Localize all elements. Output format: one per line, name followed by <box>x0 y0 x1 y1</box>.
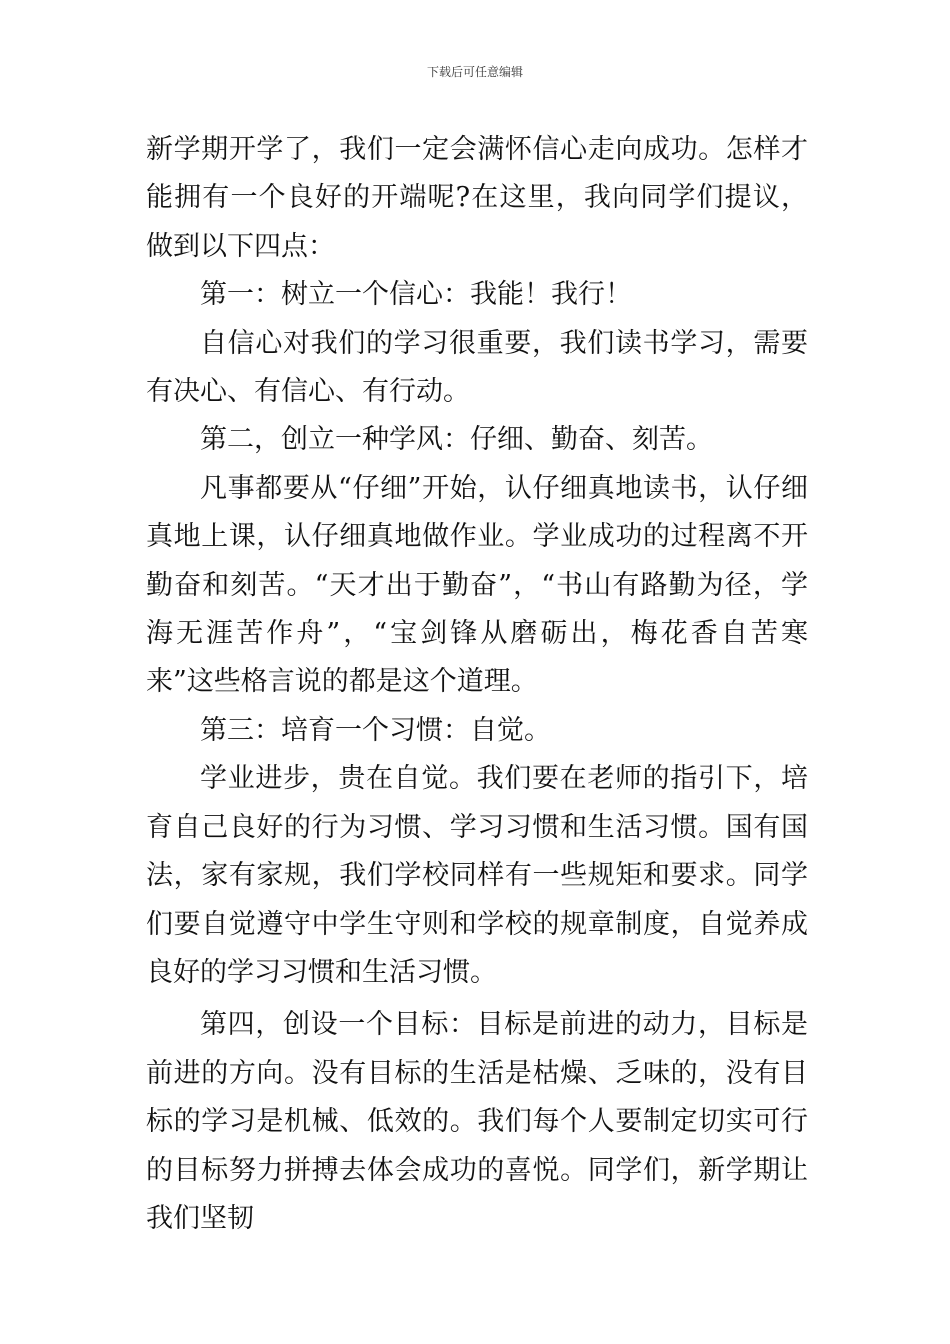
paragraph-point-two-body: 凡事都要从“仔细”开始，认仔细真地读书，认仔细真地上课，认仔细真地做作业。学业成功的过程离不开勤奋和刻苦。“天才出于勤奋”，“书山有路勤为径，学海无涯苦作舟”，“宝剑锋从磨砺出，梅花香自苦寒来”这些格言说的都是这个道理。 <box>146 472 808 698</box>
page-header: 下载后可任意编辑 <box>426 65 523 79</box>
paragraph-point-four: 第四，创设一个目标：目标是前进的动力，目标是前进的方向。没有目标的生活是枯燥、乏味的，没有目标的学习是机械、低效的。我们每个人要制定切实可行的目标努力拼搏去体会成功的喜悦。同学们，新学期让我们坚韧 <box>146 1009 808 1234</box>
document-body <box>146 126 808 1243</box>
paragraph-point-three-heading: 第三：培育一个习惯：自觉。 <box>200 714 551 746</box>
paragraph-point-two-heading: 第二，创立一种学风：仔细、勤奋、刻苦。 <box>200 424 713 456</box>
paragraph-point-one-heading: 第一：树立一个信心：我能！我行！ <box>200 279 632 311</box>
paragraph-point-one-body: 自信心对我们的学习很重要，我们读书学习，需要有决心、有信心、有行动。 <box>146 327 808 408</box>
paragraph-intro: 新学期开学了，我们一定会满怀信心走向成功。怎样才能拥有一个良好的开端呢?在这里，我向同学们提议，做到以下四点： <box>146 134 808 262</box>
paragraph-point-three-body: 学业进步，贵在自觉。我们要在老师的指引下，培育自己良好的行为习惯、学习习惯和生活习惯。国有国法，家有家规，我们学校同样有一些规矩和要求。同学们要自觉遵守中学生守则和学校的规章制度，自觉养成良好的学习习惯和生活习惯。 <box>146 763 808 988</box>
